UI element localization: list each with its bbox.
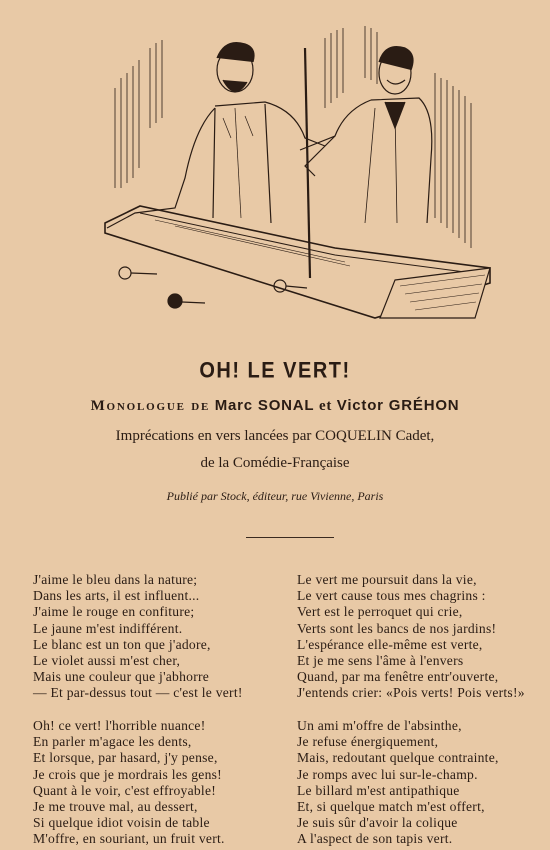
verse-line: Le violet aussi m'est cher,: [33, 652, 181, 668]
verse-line: J'aime le bleu dans la nature;: [33, 572, 198, 587]
authors-line: [0, 397, 550, 415]
verse-line: Un ami m'offre de l'absinthe,: [297, 718, 462, 733]
verse-line: Je crois que je mordrais les gens!: [33, 766, 222, 782]
authors-prefix: Monologue de: [90, 398, 211, 414]
stanza-3: [33, 718, 225, 848]
verse-line: J'entends crier: «Pois verts! Pois verts!»: [297, 685, 525, 701]
man-left: [107, 43, 325, 228]
publisher-note: Publié par Stock, éditeur, rue Vivienne, Paris: [166, 489, 384, 503]
verse-line: Mais une couleur que j'abhorre: [33, 669, 210, 685]
verse-line: A l'aspect de son tapis vert.: [297, 831, 453, 847]
verse-line: Le blanc est un ton que j'adore,: [33, 636, 211, 652]
engraving-illustration: [95, 18, 495, 333]
stanza-1: [33, 572, 243, 702]
verse-line: Le billard m'est antipathique: [297, 782, 460, 798]
verse-line: J'aime le rouge en confiture;: [33, 604, 195, 620]
verse-line: Je refuse énergiquement,: [297, 734, 439, 750]
authors-conj: et: [318, 398, 333, 414]
stanza-4: [297, 718, 499, 848]
page-title: OH! LE VERT!: [199, 358, 351, 384]
billiard-table: [105, 206, 490, 318]
verse-line: L'espérance elle-même est verte,: [297, 636, 483, 652]
verse-line: Je romps avec lui sur-le-champ.: [297, 766, 478, 782]
subtitle-line-1: Imprécations en vers lancées par COQUELIN Cadet,: [115, 428, 435, 444]
verse-line: Quand, par ma fenêtre entr'ouverte,: [297, 669, 499, 685]
verse-line: Mais, redoutant quelque contrainte,: [297, 750, 499, 766]
verse-line: Je suis sûr d'avoir la colique: [297, 815, 458, 831]
author-2: Victor GRÉHON: [336, 397, 460, 414]
verse-line: Je me trouve mal, au dessert,: [33, 798, 198, 814]
subtitle-line-2: de la Comédie-Française: [200, 455, 350, 471]
verse-line: Le vert cause tous mes chagrins :: [297, 588, 486, 604]
verse-line: Si quelque idiot voisin de table: [33, 815, 210, 831]
stanza-2: [297, 572, 525, 702]
verse-line: Verts sont les bancs de nos jardins!: [297, 620, 497, 636]
verse-line: Oh! ce vert! l'horrible nuance!: [33, 718, 206, 733]
divider: [246, 537, 334, 538]
verse-line: Le jaune m'est indifférent.: [33, 620, 183, 636]
verse-line: Et, si quelque match m'est offert,: [297, 798, 485, 814]
verse-line: M'offre, en souriant, un fruit vert.: [33, 831, 225, 847]
verse-line: Vert est le perroquet qui crie,: [297, 604, 463, 620]
verse-line: Et je me sens l'âme à l'envers: [297, 652, 464, 668]
verse-line: Le vert me poursuit dans la vie,: [297, 572, 477, 587]
verse-line: — Et par-dessus tout — c'est le vert!: [33, 685, 243, 701]
man-right: [300, 47, 432, 223]
verse-line: En parler m'agace les dents,: [33, 734, 192, 750]
verse-line: Dans les arts, il est influent...: [33, 588, 200, 604]
author-1: Marc SONAL: [214, 397, 315, 414]
verse-line: Quant à le voir, c'est effroyable!: [33, 782, 217, 798]
verse-line: Et lorsque, par hasard, j'y pense,: [33, 750, 218, 766]
